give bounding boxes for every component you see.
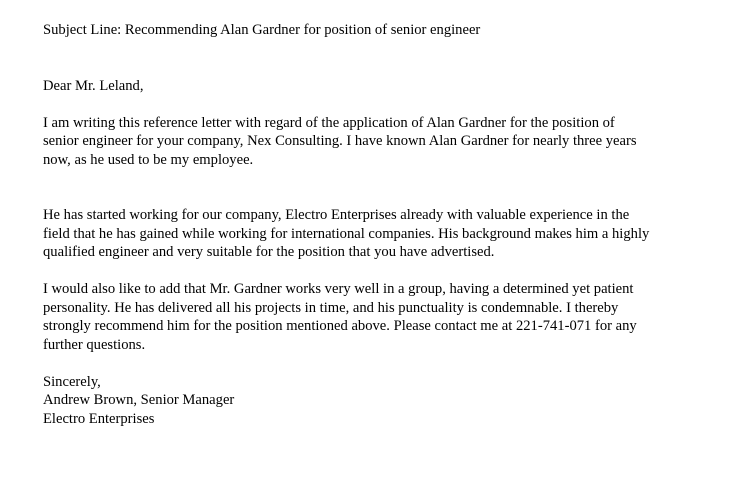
paragraph-line: now, as he used to be my employee. — [43, 151, 254, 168]
paragraph-line: qualified engineer and very suitable for the position that you have advertised. — [43, 244, 495, 260]
paragraph-line: further questions. — [43, 336, 146, 353]
paragraph-line: I am writing this reference letter with regard of the application of Alan Gardner for the position of — [43, 114, 615, 131]
salutation — [43, 77, 723, 96]
subject-line-text: Subject Line: Recommending Alan Gardner for position of senior engineer — [43, 22, 481, 38]
signature-name: Andrew Brown, Senior Manager — [43, 392, 235, 408]
salutation-text: Dear Mr. Leland, — [43, 77, 144, 94]
signature-company: Electro Enterprises — [43, 410, 155, 427]
paragraph-line: personality. He has delivered all his projects in time, and his punctuality is condemnable. I thereby — [43, 299, 619, 316]
paragraph-line: strongly recommend him for the position mentioned above. Please contact me at 221-741-071 for any — [43, 318, 637, 334]
recommendation-letter — [43, 21, 723, 428]
paragraph-line: He has started working for our company, Electro Enterprises already with valuable experience in the — [43, 207, 630, 223]
closing-block — [43, 373, 723, 429]
subject-line — [43, 21, 723, 40]
paragraph-line: senior engineer for your company, Nex Consulting. I have known Alan Gardner for nearly three years — [43, 133, 637, 149]
paragraph-recommendation — [43, 280, 723, 354]
paragraph-experience — [43, 206, 723, 262]
paragraph-line: I would also like to add that Mr. Gardner works very well in a group, having a determined yet patient — [43, 281, 634, 297]
closing-text: Sincerely, — [43, 373, 101, 390]
paragraph-introduction — [43, 114, 723, 170]
paragraph-line: field that he has gained while working for international companies. His background makes him a highly — [43, 225, 650, 242]
